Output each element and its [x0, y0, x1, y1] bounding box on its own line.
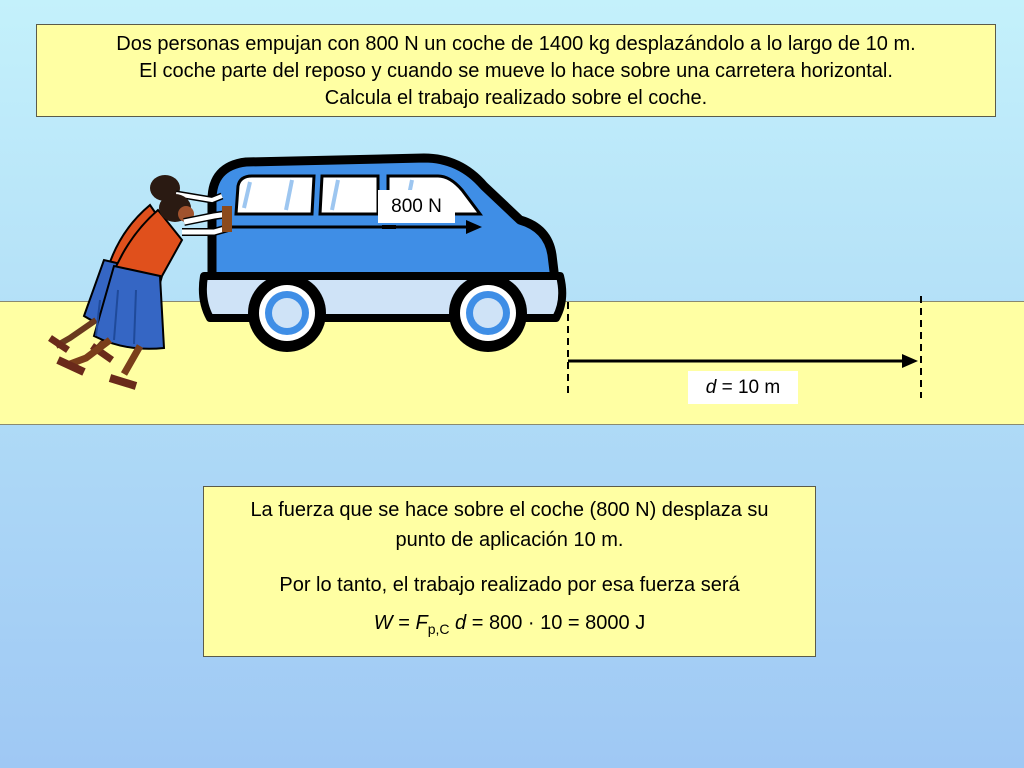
- force-label: 800 N: [378, 190, 455, 223]
- formula-distance-symbol: d: [449, 612, 467, 634]
- distance-variable: d: [705, 377, 717, 398]
- formula-work-symbol: W: [373, 612, 393, 634]
- formula-force-subscript: p,C: [427, 621, 450, 637]
- car-illustration: [203, 158, 562, 352]
- rear-wheel: [248, 274, 326, 352]
- front-wheel: [449, 274, 527, 352]
- distance-arrow: [568, 354, 918, 368]
- formula-force-symbol: F: [415, 612, 428, 634]
- solution-line-2: punto de aplicación 10 m.: [395, 529, 624, 551]
- solution-line-3: Por lo tanto, el trabajo realizado por esa fuerza será: [279, 574, 740, 596]
- solution-line-1: La fuerza que se hace sobre el coche (800 N) desplaza su: [250, 499, 769, 521]
- solution-box: [203, 486, 816, 657]
- statement-line-2: El coche parte del reposo y cuando se mueve lo hace sobre una carretera horizontal.: [139, 60, 893, 82]
- formula-result: = 800 · 10 = 8000 J: [466, 612, 646, 634]
- statement-line-1: Dos personas empujan con 800 N un coche de 1400 kg desplazándolo a lo largo de 10 m.: [116, 33, 916, 55]
- distance-label: [688, 371, 798, 404]
- work-formula: [204, 608, 815, 644]
- statement-line-3: Calcula el trabajo realizado sobre el coche.: [324, 87, 708, 109]
- distance-value: = 10 m: [716, 377, 781, 398]
- formula-equals: =: [392, 612, 416, 634]
